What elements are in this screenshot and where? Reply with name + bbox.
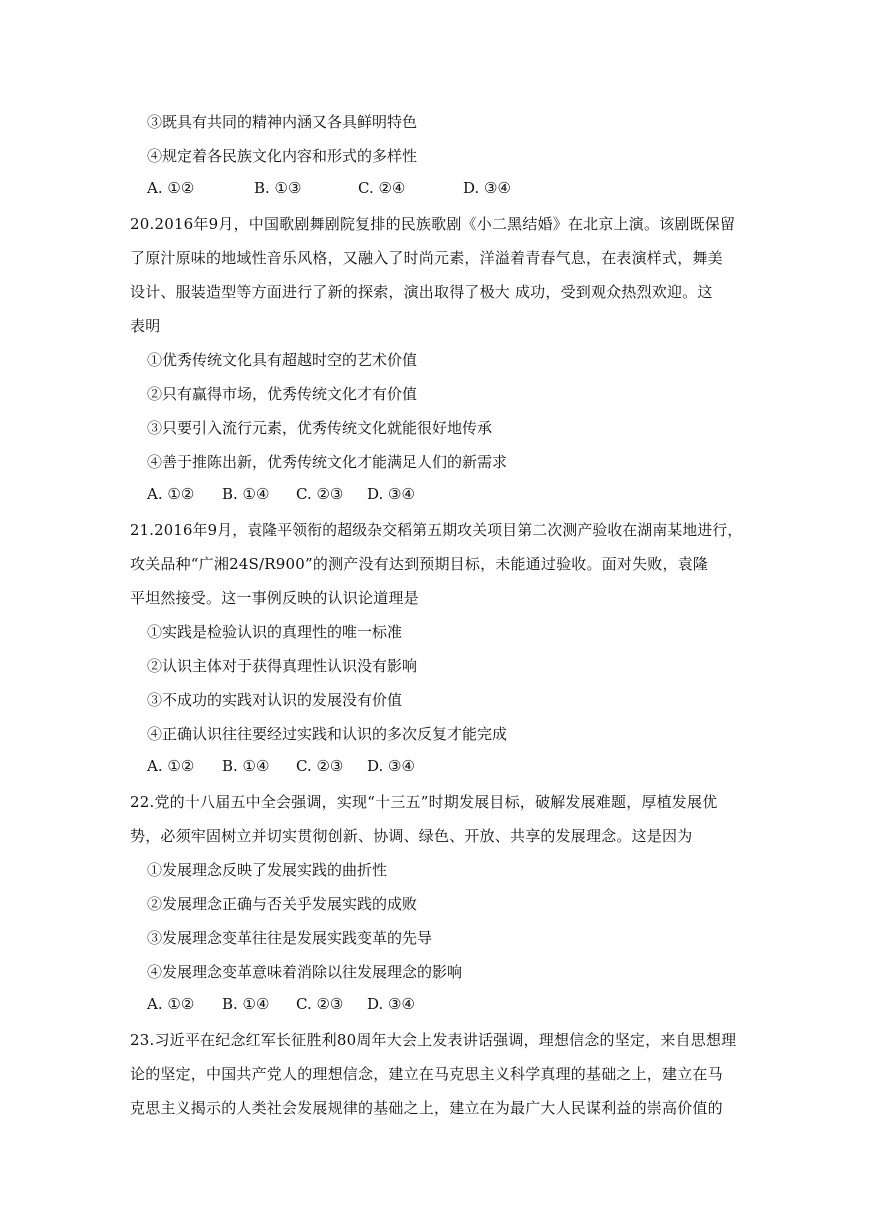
- q21-option-4: ④正确认识往往要经过实践和认识的多次反复才能完成: [147, 725, 508, 743]
- q20-answer-a: A. ①②: [147, 485, 195, 503]
- q21-stem-line-1: 21.2016年9月，袁隆平领衔的超级杂交稻第五期攻关项目第二次测产验收在湖南某地进行，: [130, 521, 743, 539]
- q19-answer-c: C. ②④: [358, 179, 406, 197]
- q23-stem-line-3: 克思主义揭示的人类社会发展规律的基础之上，建立在为最广大人民谋利益的崇高价值的: [130, 1099, 723, 1117]
- q20-answer-choices: [147, 485, 415, 503]
- q22-answer-a: A. ①②: [147, 995, 195, 1013]
- q20-stem-line-1: 20.2016年9月，中国歌剧舞剧院复排的民族歌剧《小二黑结婚》在北京上演。该剧既保留: [130, 215, 736, 233]
- q20-stem-line-4: 表明: [130, 317, 161, 335]
- q20-option-4: ④善于推陈出新，优秀传统文化才能满足人们的新需求: [147, 453, 508, 471]
- q19-option-4: ④规定着各民族文化内容和形式的多样性: [147, 147, 418, 165]
- q21-answer-choices: [147, 757, 415, 775]
- q21-option-3: ③不成功的实践对认识的发展没有价值: [147, 691, 403, 709]
- q19-option-3: ③既具有共同的精神内涵又各具鲜明特色: [147, 113, 418, 131]
- q21-option-2: ②认识主体对于获得真理性认识没有影响: [147, 657, 418, 675]
- q22-option-3: ③发展理念变革往往是发展实践变革的先导: [147, 929, 433, 947]
- q21-stem-line-2: 攻关品种“广湘24S/R900”的测产没有达到预期目标，未能通过验收。面对失败，袁隆: [130, 555, 709, 573]
- q21-answer-c: C. ②③: [296, 757, 344, 775]
- q21-option-1: ①实践是检验认识的真理性的唯一标准: [147, 623, 403, 641]
- q22-answer-b: B. ①④: [222, 995, 270, 1013]
- q20-answer-d: D. ③④: [367, 485, 415, 503]
- q21-answer-d: D. ③④: [367, 757, 415, 775]
- q22-answer-choices: [147, 995, 415, 1013]
- q20-option-3: ③只要引入流行元素，优秀传统文化就能很好地传承: [147, 419, 493, 437]
- q19-answer-choices: [147, 179, 511, 197]
- q22-answer-c: C. ②③: [296, 995, 344, 1013]
- q22-stem-line-2: 势，必须牢固树立并切实贯彻创新、协调、绿色、开放、共享的发展理念。这是因为: [130, 827, 693, 845]
- q23-stem-line-1: 23.习近平在纪念红军长征胜利80周年大会上发表讲话强调，理想信念的坚定，来自思想理: [130, 1031, 737, 1049]
- q20-option-1: ①优秀传统文化具有超越时空的艺术价值: [147, 351, 418, 369]
- q22-option-1: ①发展理念反映了发展实践的曲折性: [147, 861, 388, 879]
- q21-answer-b: B. ①④: [222, 757, 270, 775]
- q20-stem-line-3: 设计、服装造型等方面进行了新的探索，演出取得了极大 成功，受到观众热烈欢迎。这: [130, 283, 713, 301]
- q21-answer-a: A. ①②: [147, 757, 195, 775]
- q19-answer-d: D. ③④: [463, 179, 511, 197]
- q21-stem-line-3: 平坦然接受。这一事例反映的认识论道理是: [130, 589, 419, 607]
- q20-answer-c: C. ②③: [296, 485, 344, 503]
- q22-option-2: ②发展理念正确与否关乎发展实践的成败: [147, 895, 418, 913]
- q19-answer-b: B. ①③: [254, 179, 302, 197]
- q22-stem-line-1: 22.党的十八届五中全会强调，实现“十三五”时期发展目标，破解发展难题，厚植发展优: [130, 793, 718, 811]
- q20-answer-b: B. ①④: [222, 485, 270, 503]
- q22-answer-d: D. ③④: [367, 995, 415, 1013]
- q23-stem-line-2: 论的坚定，中国共产党人的理想信念，建立在马克思主义科学真理的基础之上，建立在马: [130, 1065, 723, 1083]
- q20-stem-line-2: 了原汁原味的地域性音乐风格，又融入了时尚元素，洋溢着青春气息，在表演样式，舞美: [130, 249, 723, 267]
- q20-option-2: ②只有赢得市场，优秀传统文化才有价值: [147, 385, 418, 403]
- q22-option-4: ④发展理念变革意味着消除以往发展理念的影响: [147, 963, 463, 981]
- q19-answer-a: A. ①②: [147, 179, 195, 197]
